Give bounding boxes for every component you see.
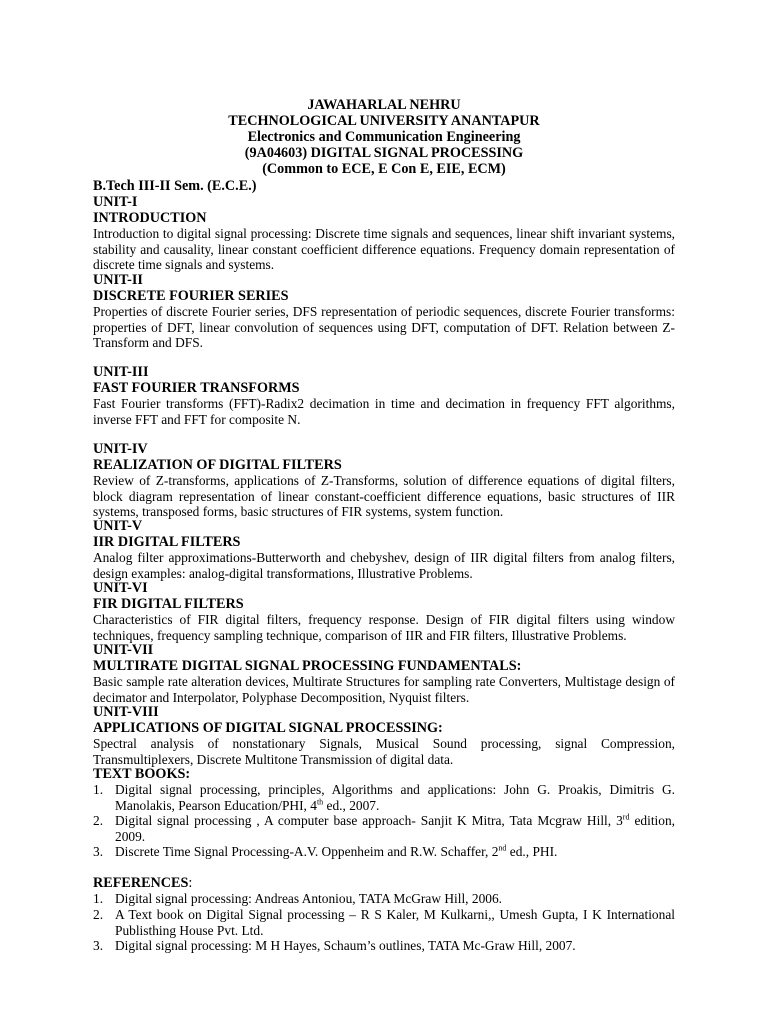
unit-5-text: Analog filter approximations-Butterworth and chebyshev, design of IIR digital filters from analog filters, design examples: analog-digital transformations, Illustrative Problems.: [93, 550, 675, 581]
list-number: 3.: [93, 844, 104, 859]
semester-line: B.Tech III-II Sem. (E.C.E.): [93, 178, 257, 194]
department-name: Electronics and Communication Engineering: [247, 129, 521, 145]
unit-7-label: UNIT-VII: [93, 642, 154, 658]
text-book-item: [93, 782, 675, 813]
unit-6-text: Characteristics of FIR digital filters, frequency response. Design of FIR digital filters using window techniques, frequency sampling technique, comparison of IIR and FIR filters, Illustrative Problems.: [93, 612, 675, 643]
text-book-item: [93, 844, 675, 860]
unit-6-label: UNIT-VI: [93, 580, 148, 596]
unit-7-text: Basic sample rate alteration devices, Multirate Structures for sampling rate Converters, Multistage design of decimator and Interpolator, Polyphase Decomposition, Nyquist filters.: [93, 674, 675, 705]
reference-item: [93, 907, 675, 938]
list-number: 2.: [93, 907, 104, 922]
reference-item: [93, 938, 675, 954]
list-number: 1.: [93, 782, 104, 797]
unit-4-label: UNIT-IV: [93, 441, 148, 457]
unit-4-text: Review of Z-transforms, applications of Z-Transforms, solution of difference equations of digital filters, block diagram representation of linear constant-coefficient difference equations, basic structures of IIR systems, transposed forms, basic structures of FIR systems, system function.: [93, 473, 675, 519]
unit-1-text: Introduction to digital signal processing: Discrete time signals and sequences, linear shift invariant systems, stability and causality, linear constant coefficient difference equations. Frequency domain representation of discrete time signals and systems.: [93, 226, 675, 272]
unit-2-text: Properties of discrete Fourier series, DFS representation of periodic sequences, discrete Fourier transforms: properties of DFT, linear convolution of sequences using DFT, computation of DFT. Relation between Z-Transform and DFS.: [93, 304, 675, 350]
list-number: 3.: [93, 938, 104, 953]
unit-8-title: APPLICATIONS OF DIGITAL SIGNAL PROCESSING:: [93, 720, 443, 736]
unit-5-label: UNIT-V: [93, 518, 143, 534]
unit-3-label: UNIT-III: [93, 364, 149, 380]
list-number: 2.: [93, 813, 104, 828]
reference-item: [93, 891, 675, 907]
list-text: Digital signal processing: M H Hayes, Schaum’s outlines, TATA Mc-Graw Hill, 2007.: [115, 938, 576, 953]
unit-3-title: FAST FOURIER TRANSFORMS: [93, 380, 300, 396]
list-text: Digital signal processing , A computer base approach- Sanjit K Mitra, Tata Mcgraw Hill, 3rd edition, 2009.: [115, 812, 675, 844]
references-heading: REFERENCES:: [93, 875, 193, 891]
course-title: (9A04603) DIGITAL SIGNAL PROCESSING: [244, 145, 524, 161]
university-name-line1: JAWAHARLAL NEHRU: [307, 97, 461, 113]
list-number: 1.: [93, 891, 104, 906]
unit-3-text: Fast Fourier transforms (FFT)-Radix2 decimation in time and decimation in frequency FFT algorithms, inverse FFT and FFT for composite N.: [93, 396, 675, 427]
list-text: Digital signal processing: Andreas Antoniou, TATA McGraw Hill, 2006.: [115, 891, 503, 906]
unit-8-text: Spectral analysis of nonstationary Signals, Musical Sound processing, signal Compression, Transmultiplexers, Discrete Multitone Transmission of digital data.: [93, 736, 675, 767]
unit-1-label: UNIT-I: [93, 194, 138, 210]
unit-4-title: REALIZATION OF DIGITAL FILTERS: [93, 457, 342, 473]
unit-6-title: FIR DIGITAL FILTERS: [93, 596, 244, 612]
unit-5-title: IIR DIGITAL FILTERS: [93, 534, 241, 550]
university-name-line2: TECHNOLOGICAL UNIVERSITY ANANTAPUR: [228, 113, 540, 129]
list-text: Discrete Time Signal Processing-A.V. Oppenheim and R.W. Schaffer, 2nd ed., PHI.: [115, 843, 558, 859]
unit-8-label: UNIT-VIII: [93, 704, 159, 720]
list-text: A Text book on Digital Signal processing – R S Kaler, M Kulkarni,, Umesh Gupta, I K International Publisthing House Pvt. Ltd.: [115, 907, 675, 938]
unit-2-label: UNIT-II: [93, 272, 143, 288]
unit-7-title: MULTIRATE DIGITAL SIGNAL PROCESSING FUNDAMENTALS:: [93, 658, 522, 674]
text-book-item: [93, 813, 675, 844]
list-text: Digital signal processing, principles, Algorithms and applications: John G. Proakis, Dimitris G. Manolakis, Pearson Education/PHI, 4th ed., 2007.: [115, 782, 675, 813]
text-books-heading: TEXT BOOKS:: [93, 766, 191, 782]
unit-2-title: DISCRETE FOURIER SERIES: [93, 288, 289, 304]
course-common-to: (Common to ECE, E Con E, EIE, ECM): [262, 161, 506, 177]
unit-1-title: INTRODUCTION: [93, 210, 207, 226]
